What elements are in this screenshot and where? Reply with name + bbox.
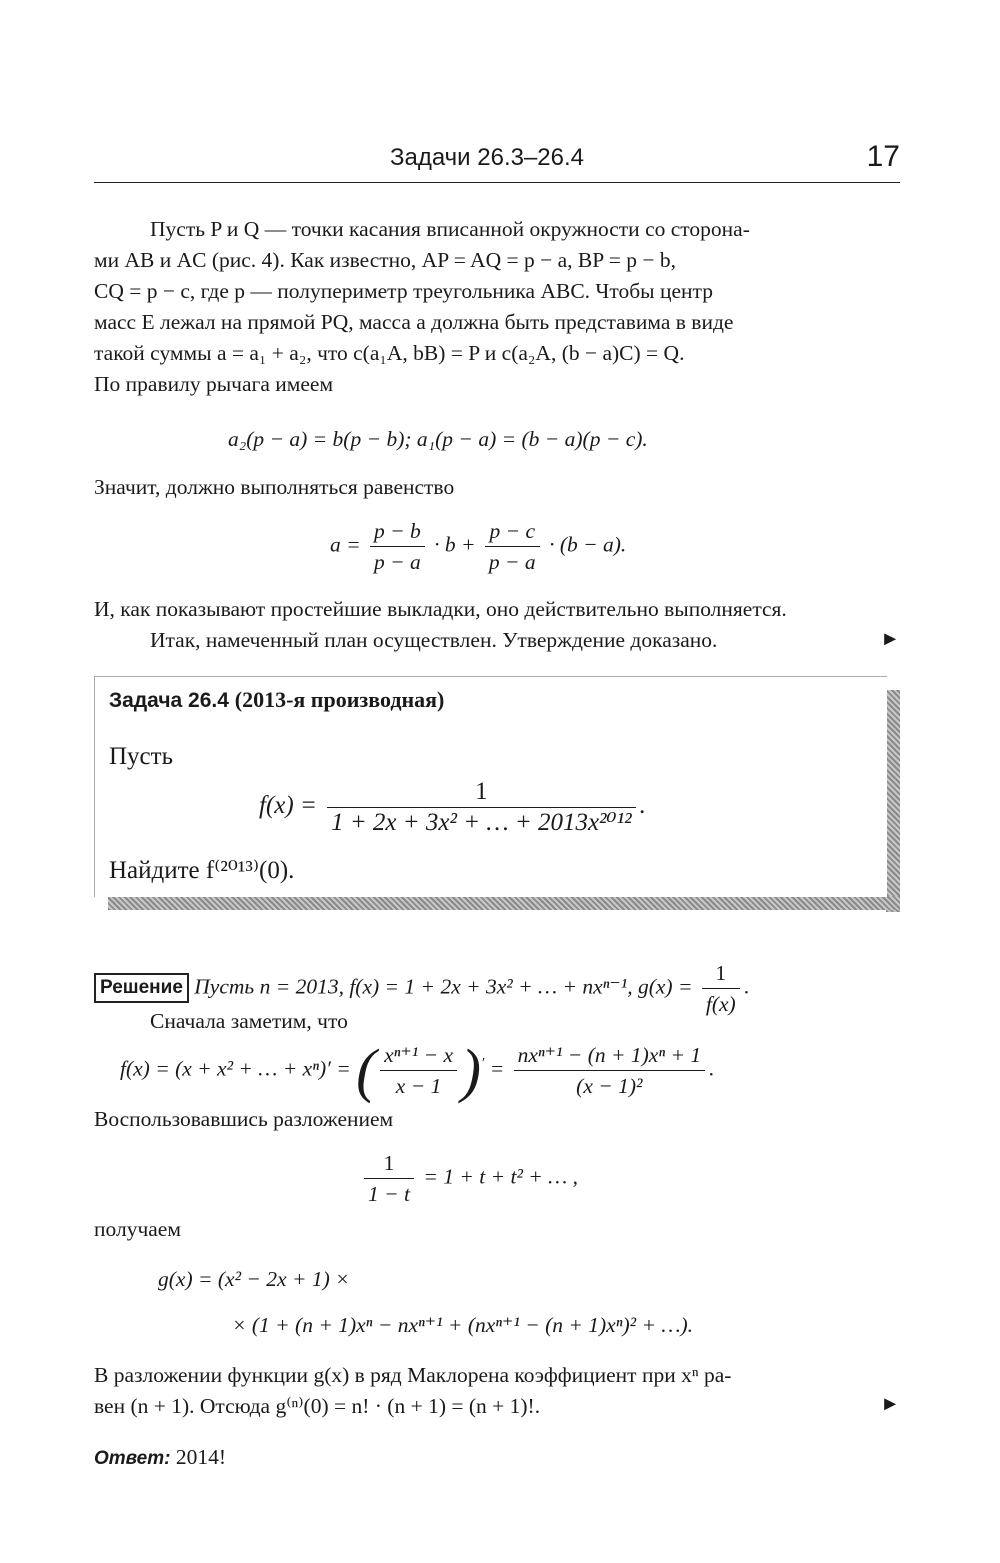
eq2-frac1-num: p − b	[370, 516, 425, 547]
eq3-num: xⁿ⁺¹ − x	[380, 1040, 457, 1071]
eq3-right-fraction	[514, 1040, 706, 1101]
problem-title-paren: (2013-я производная)	[234, 687, 445, 712]
g-den: f(x)	[705, 992, 736, 1016]
solution-line1: Решение Пусть n = 2013, f(x) = 1 + 2x + 3x² + … + nxⁿ⁻¹, g(x) = $\frac{1}{f(x)}$ .	[94, 958, 900, 1019]
eq3-prime: ′	[481, 1055, 485, 1072]
eq3-open-paren: (	[356, 1037, 377, 1104]
equation-derivative: f(x) = (x + x² + … + xⁿ)′ = ( $\frac{\text{xⁿ⁺¹ − x}}{x - 1}$ )′ = $\frac{\text{nxⁿ⁺¹ − (n + 1)xⁿ + 1}}{\text{(x − 1)²}}$ .	[120, 1037, 715, 1104]
para2-text: Значит, должно выполняться равенство	[94, 475, 455, 499]
eq2-fraction-2	[485, 516, 540, 577]
equation-mass	[330, 516, 626, 577]
paragraph-2	[94, 472, 900, 503]
eq4-rhs: = 1 + t + t² + … ,	[423, 1164, 579, 1189]
solution-text1: Пусть n = 2013, f(x) = 1 + 2x + 3x² + … + nxⁿ⁻¹, g(x) =	[194, 974, 693, 999]
problem-box	[94, 676, 887, 897]
eq3-eq: =	[489, 1056, 505, 1081]
eq2-tail: · (b − a).	[549, 532, 627, 557]
problem-fraction	[327, 777, 636, 838]
problem-box-shadow-bottom	[108, 896, 900, 910]
problem-task: Найдите f⁽²⁰¹³⁾(0).	[109, 857, 295, 884]
paragraph-1	[94, 214, 900, 400]
answer-value: 2014!	[175, 1445, 227, 1469]
para1-line6: По правилу рычага имеем	[94, 372, 334, 396]
answer-line	[94, 1442, 900, 1474]
solution-line2	[94, 1006, 900, 1037]
solution-text5: В разложении функции g(x) в ряд Маклорена коэффициент при xⁿ ра-	[94, 1363, 732, 1387]
equation-g-line1: g(x) = (x² − 2x + 1) ×	[158, 1267, 350, 1291]
problem-box-shadow-right	[886, 690, 900, 912]
eq4-fraction	[364, 1148, 414, 1209]
para1-line1: Пусть P и Q — точки касания вписанной окружности со сторона-	[150, 217, 750, 241]
problem-num: 1	[327, 777, 636, 808]
page-number: 17	[866, 140, 900, 173]
eq3-rden: (x − 1)²	[576, 1074, 643, 1098]
solution-label: Решение	[94, 973, 189, 1003]
eq2-lhs: a =	[330, 532, 361, 557]
eq2-frac1-den: p − a	[374, 550, 421, 574]
running-title: Задачи 26.3–26.4	[390, 144, 585, 171]
paragraph-3	[94, 594, 900, 656]
solution-text6: вен (n + 1). Отсюда g⁽ⁿ⁾(0) = n! · (n + 1) = (n + 1)!.	[94, 1394, 541, 1418]
eq3-lhs: f(x) = (x + x² + … + xⁿ)′ =	[120, 1056, 351, 1081]
problem-title-main: Задача 26.4	[109, 689, 229, 712]
answer-label: Ответ:	[94, 1448, 171, 1469]
para1-line2: ми AB и AC (рис. 4). Как известно, AP = AQ = p − a, BP = p − b,	[94, 248, 677, 272]
eq2-fraction-1	[370, 516, 425, 577]
para1-line4: масс E лежал на прямой PQ, масса a должна быть представима в виде	[94, 310, 734, 334]
problem-lhs: f(x) =	[259, 792, 317, 820]
qed-marker-1: ►	[880, 628, 900, 650]
solution-text2: Сначала заметим, что	[150, 1009, 348, 1033]
problem-den: 1 + 2x + 3x² + … + 2013x²⁰¹²	[331, 809, 632, 836]
running-header	[94, 140, 900, 183]
eq3-close-paren: )	[461, 1037, 482, 1104]
equation-lever: a₂(p − a) = b(p − b); a₁(p − a) = (b − a)(p − c).	[228, 427, 648, 451]
solution-text3: Воспользовавшись разложением	[94, 1107, 394, 1131]
problem-formula: f(x) = $\frac{1}{\text{1 + 2x + 3x² + … + 2013x²⁰¹²}}$ .	[259, 778, 646, 836]
qed-marker-2: ►	[880, 1393, 900, 1415]
para3-text: И, как показывают простейшие выкладки, оно действительно выполняется.	[94, 597, 787, 621]
solution-line3	[94, 1104, 900, 1135]
eq4-num: 1	[364, 1148, 414, 1179]
para1-line3: CQ = p − c, где p — полупериметр треугольника ABC. Чтобы центр	[94, 279, 713, 303]
eq2-frac2-num: p − c	[485, 516, 540, 547]
solution-text4: получаем	[94, 1217, 181, 1241]
problem-title	[109, 687, 444, 713]
eq4-den: 1 − t	[368, 1182, 410, 1206]
g-num: 1	[702, 958, 740, 989]
para4-text: Итак, намеченный план осуществлен. Утверждение доказано.	[150, 628, 718, 652]
solution-conclusion	[94, 1360, 900, 1422]
eq3-fraction	[380, 1040, 457, 1101]
eq3-den: x − 1	[395, 1074, 442, 1098]
eq3-rnum: nxⁿ⁺¹ − (n + 1)xⁿ + 1	[514, 1040, 706, 1071]
problem-intro: Пусть	[109, 743, 173, 770]
equation-g-line2: × (1 + (n + 1)xⁿ − nxⁿ⁺¹ + (nxⁿ⁺¹ − (n + 1)xⁿ)² + …).	[232, 1313, 694, 1337]
para1-line5: такой суммы a = a₁ + a₂, что c(a₁A, bB) = P и c(a₂A, (b − a)C) = Q.	[94, 341, 685, 365]
solution-line4	[94, 1214, 900, 1245]
eq2-frac2-den: p − a	[488, 550, 536, 574]
eq2-mid: · b +	[434, 532, 476, 557]
equation-series	[360, 1148, 578, 1209]
